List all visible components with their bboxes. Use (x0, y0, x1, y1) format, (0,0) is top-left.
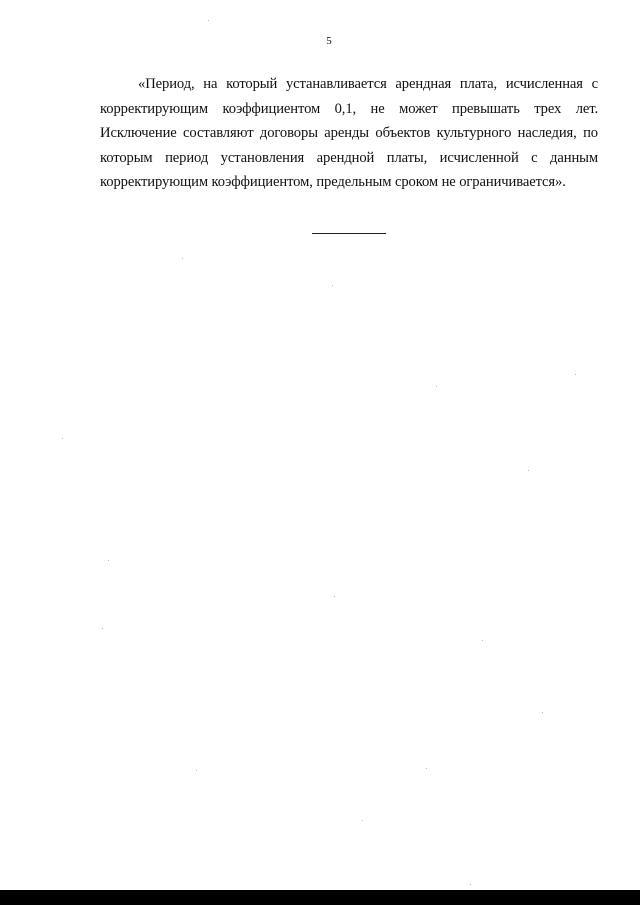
scan-speck (575, 374, 576, 375)
scan-speck (182, 258, 183, 259)
scan-speck (542, 712, 543, 713)
scan-speck (528, 470, 529, 471)
scan-speck (334, 596, 335, 597)
scan-speck (482, 640, 483, 641)
end-of-text-rule (312, 233, 386, 234)
scan-bottom-edge (0, 890, 640, 905)
scan-speck (102, 628, 103, 629)
scan-speck (332, 285, 333, 286)
scan-speck (62, 438, 63, 439)
scan-speck (436, 386, 437, 387)
scan-speck (208, 20, 209, 21)
body-paragraph: «Период, на который устанавливается арендная плата, исчисленная с корректирующим коэффициентом 0,1, не может превышать трех лет. Исключение составляют договоры аренды объектов культурного наследия, по которым период установления арендной платы, исчисленной с данным корректирующим коэффициентом, предельным сроком не ограничивается». (100, 76, 598, 190)
scan-speck (196, 770, 197, 771)
scan-speck (362, 820, 363, 821)
page-number: 5 (326, 35, 332, 47)
scan-speck (470, 884, 471, 885)
scan-speck (426, 768, 427, 769)
scan-speck (108, 560, 109, 561)
